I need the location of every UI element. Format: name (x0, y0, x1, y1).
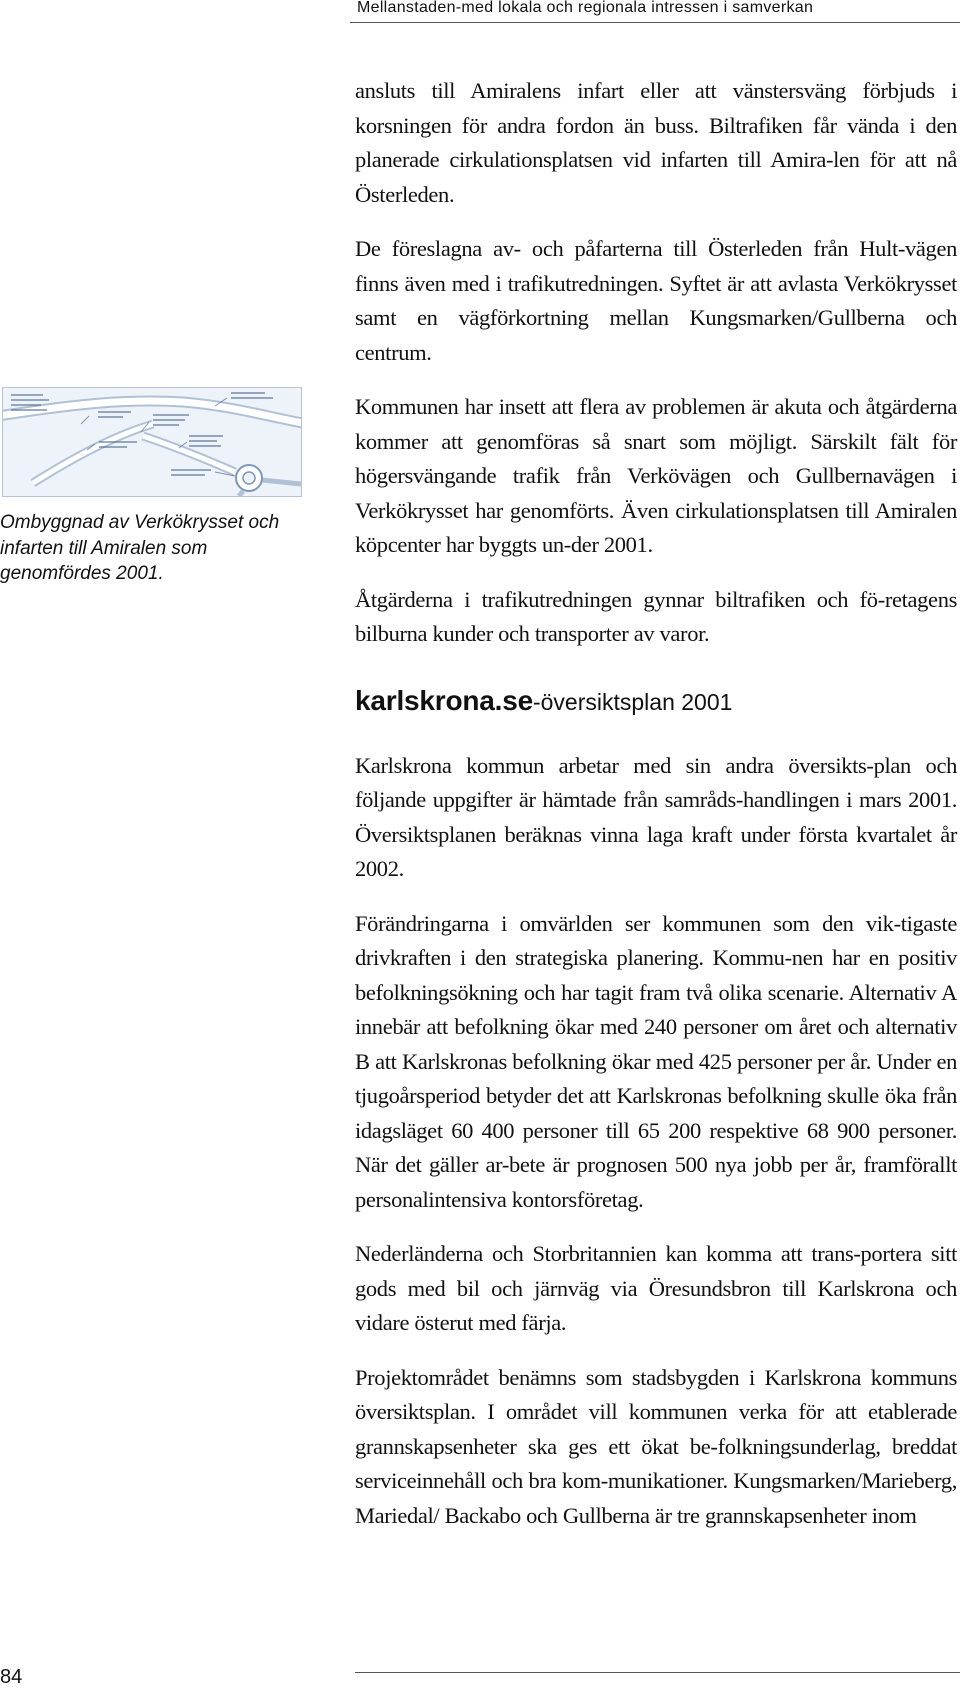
section-heading-brand: karlskrona.se (355, 684, 533, 716)
road-junction-map-image (2, 387, 302, 497)
paragraph-avfarter: De föreslagna av- och påfarterna till Österleden från Hult-vägen finns även med i trafikutredningen. Syftet är att avlasta Verkökrysset samt en vägförkortning mellan Kungsmarken/Gullberna och centrum. (355, 236, 957, 365)
road-junction-map-icon (3, 388, 301, 496)
page-number: 84 (0, 1666, 23, 1688)
figure-caption: Ombyggnad av Verkökrysset och infarten till Amiralen som genomfördes 2001. (0, 512, 280, 584)
paragraph-atgarder: Kommunen har insett att flera av problemen är akuta och åtgärderna kommer att genomföras så snart som möjligt. Särskilt fält för högersvängande trafik från Verkövägen och Gullbernavägen i Verkökrysset har genomförts. Även cirkulationsplatsen till Amiralen köpcenter har byggts un-der 2001. (355, 394, 957, 557)
paragraph-biltrafik: Åtgärderna i trafikutredningen gynnar biltrafiken och fö-retagens bilburna kunder och transporter av varor. (355, 586, 957, 646)
paragraph-befolkning: Förändringarna i omvärlden ser kommunen som den vik-tigaste drivkraften i den strategiska planering. Kommu-nen har en positiv befolkningsökning och har tagit fram två olika scenarie. Alternativ A innebär att befolkning ökar med 240 personer om året och alternativ B att Karlskronas befolkning ökar med 425 personer per år. Under en tjugoårsperiod betyder det att Karlskronas befolkning skulle öka från idagsläget 60 400 personer till 65 200 respektive 68 900 personer. När det gäller ar-bete är prognosen 500 nya jobb per år, framförallt personalintensiva kontorsföretag. (355, 910, 957, 1212)
running-header: Mellanstaden-med lokala och regionala intressen i samverkan (357, 0, 814, 16)
paragraph-oversiktsplan: Karlskrona kommun arbetar med sin andra översikts-plan och följande uppgifter är hämtade från samråds-handlingen i mars 2001. Översiktsplanen beräknas vinna laga kraft under första kvartalet år 2002. (355, 752, 957, 881)
paragraph-infart: ansluts till Amiralens infart eller att vänstersväng förbjuds i korsningen för andra fordon än buss. Biltrafiken får vända i den planerade cirkulationsplatsen vid infarten till Amira-len för att nå Österleden. (355, 78, 957, 207)
section-heading (355, 684, 957, 723)
paragraph-projektomrade: Projektområdet benämns som stadsbygden i Karlskrona kommuns översiktsplan. I området vill kommunen verka för att etablerade grannskapsenheter ska ges ett ökat be-folkningsunderlag, breddat serviceinnehåll och bra kom-munikationer. Kungsmarken/Marieberg, Mariedal/ Backabo och Gullberna är tre grannskapsenheter inom (355, 1364, 957, 1528)
paragraph-gods: Nederländerna och Storbritannien kan komma att trans-portera sitt gods med bil och järnväg via Öresundsbron till Karlskrona och vidare österut med färja. (355, 1241, 957, 1335)
footer-rule (355, 1672, 960, 1673)
header-rule (350, 22, 960, 23)
main-text-column (355, 74, 957, 1553)
section-heading-title: -översiktsplan 2001 (532, 688, 733, 715)
